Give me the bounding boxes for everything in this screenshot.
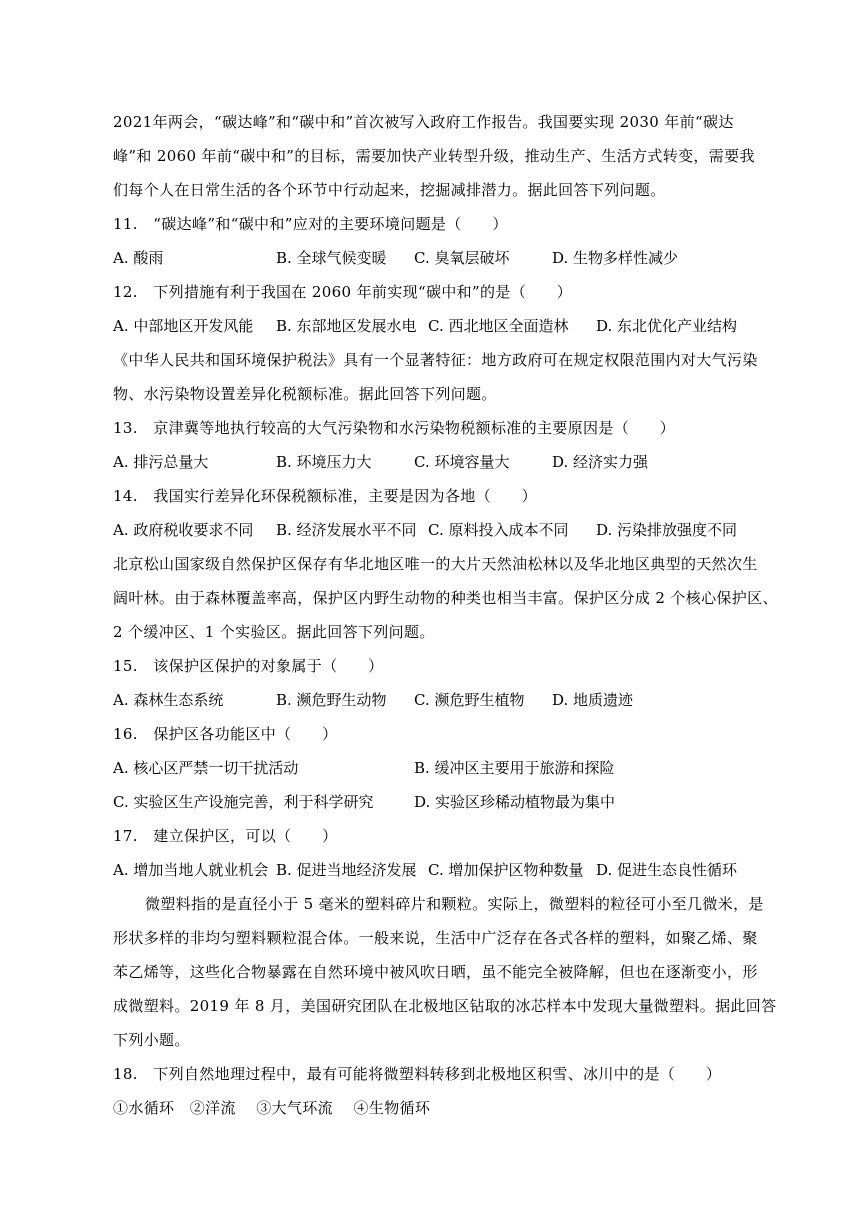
question-15-option-b: B. 濒危野生动物	[276, 691, 387, 709]
passage-3-line-1: 北京松山国家级自然保护区保存有华北地区唯一的大片天然油松林以及华北地区典型的天然次生	[113, 555, 758, 573]
passage-1-line-1: 2021年两会，“碳达峰”和“碳中和”首次被写入政府工作报告。我国要实现 2030 年前“碳达	[113, 113, 734, 131]
question-13-option-d: D. 经济实力强	[552, 453, 649, 471]
question-17-option-a: A. 增加当地人就业机会	[113, 861, 269, 879]
question-12-stem: 12. 下列措施有利于我国在 2060 年前实现“碳中和”的是（ ）	[113, 283, 573, 301]
question-11-stem: 11. “碳达峰”和“碳中和”应对的主要环境问题是（ ）	[113, 215, 508, 233]
passage-4-line-1: 微塑料指的是直径小于 5 毫米的塑料碎片和颗粒。实际上，微塑料的粒径可小至几微米，是	[145, 895, 764, 913]
question-14-option-c: C. 原料投入成本不同	[428, 521, 569, 539]
question-14-option-b: B. 经济发展水平不同	[276, 521, 417, 539]
question-16-option-a: A. 核心区严禁一切干扰活动	[113, 759, 299, 777]
passage-4-line-5: 下列小题。	[113, 1031, 190, 1049]
question-11-option-a: A. 酸雨	[113, 249, 164, 267]
question-12-option-c: C. 西北地区全面造林	[428, 317, 569, 335]
question-11-option-c: C. 臭氧层破坏	[414, 249, 510, 267]
question-18-stem: 18. 下列自然地理过程中，最有可能将微塑料转移到北极地区积雪、冰川中的是（ ）	[113, 1065, 722, 1083]
question-14-option-d: D. 污染排放强度不同	[596, 521, 738, 539]
question-15-option-c: C. 濒危野生植物	[414, 691, 525, 709]
passage-3-line-3: 2 个缓冲区、1 个实验区。据此回答下列问题。	[113, 623, 435, 641]
question-15-stem: 15. 该保护区保护的对象属于（ ）	[113, 657, 384, 675]
question-16-stem: 16. 保护区各功能区中（ ）	[113, 725, 338, 743]
question-18-items: ①水循环 ②洋流 ③大气环流 ④生物循环	[113, 1099, 431, 1117]
question-14-option-a: A. 政府税收要求不同	[113, 521, 254, 539]
question-16-option-d: D. 实验区珍稀动植物最为集中	[414, 793, 616, 811]
passage-1-line-3: 们每个人在日常生活的各个环节中行动起来，挖掘减排潜力。据此回答下列问题。	[113, 181, 666, 199]
passage-3-line-2: 阔叶林。由于森林覆盖率高，保护区内野生动物的种类也相当丰富。保护区分成 2 个核心保护区、	[113, 589, 778, 607]
question-12-option-b: B. 东部地区发展水电	[276, 317, 417, 335]
question-17-stem: 17. 建立保护区，可以（ ）	[113, 827, 338, 845]
passage-2-line-1: 《中华人民共和国环境保护税法》具有一个显著特征：地方政府可在规定权限范围内对大气污染	[113, 351, 758, 369]
question-13-option-c: C. 环境容量大	[414, 453, 510, 471]
question-12-option-d: D. 东北优化产业结构	[596, 317, 738, 335]
passage-4-line-3: 苯乙烯等，这些化合物暴露在自然环境中被风吹日晒，虽不能完全被降解，但也在逐渐变小，形	[113, 963, 758, 981]
question-17-option-c: C. 增加保护区物种数量	[428, 861, 584, 879]
passage-4-line-2: 形状多样的非均匀塑料颗粒混合体。一般来说，生活中广泛存在各式各样的塑料，如聚乙烯、聚	[113, 929, 758, 947]
question-16-option-c: C. 实验区生产设施完善，利于科学研究	[113, 793, 374, 811]
question-11-option-b: B. 全球气候变暖	[276, 249, 387, 267]
question-17-option-b: B. 促进当地经济发展	[276, 861, 417, 879]
question-12-option-a: A. 中部地区开发风能	[113, 317, 254, 335]
passage-2-line-2: 物、水污染物设置差异化税额标准。据此回答下列问题。	[113, 385, 497, 403]
question-16-option-b: B. 缓冲区主要用于旅游和探险	[414, 759, 615, 777]
question-15-option-a: A. 森林生态系统	[113, 691, 224, 709]
passage-4-line-4: 成微塑料。2019 年 8 月，美国研究团队在北极地区钻取的冰芯样本中发现大量微塑料。据此回答	[113, 997, 777, 1015]
question-13-option-a: A. 排污总量大	[113, 453, 209, 471]
question-13-stem: 13. 京津冀等地执行较高的大气污染物和水污染物税额标准的主要原因是（ ）	[113, 419, 676, 437]
question-11-option-d: D. 生物多样性减少	[552, 249, 679, 267]
passage-1-line-2: 峰”和 2060 年前“碳中和”的目标，需要加快产业转型升级，推动生产、生活方式转变，需要我	[113, 147, 755, 165]
question-14-stem: 14. 我国实行差异化环保税额标准，主要是因为各地（ ）	[113, 487, 538, 505]
question-17-option-d: D. 促进生态良性循环	[596, 861, 738, 879]
question-15-option-d: D. 地质遗迹	[552, 691, 634, 709]
question-13-option-b: B. 环境压力大	[276, 453, 372, 471]
